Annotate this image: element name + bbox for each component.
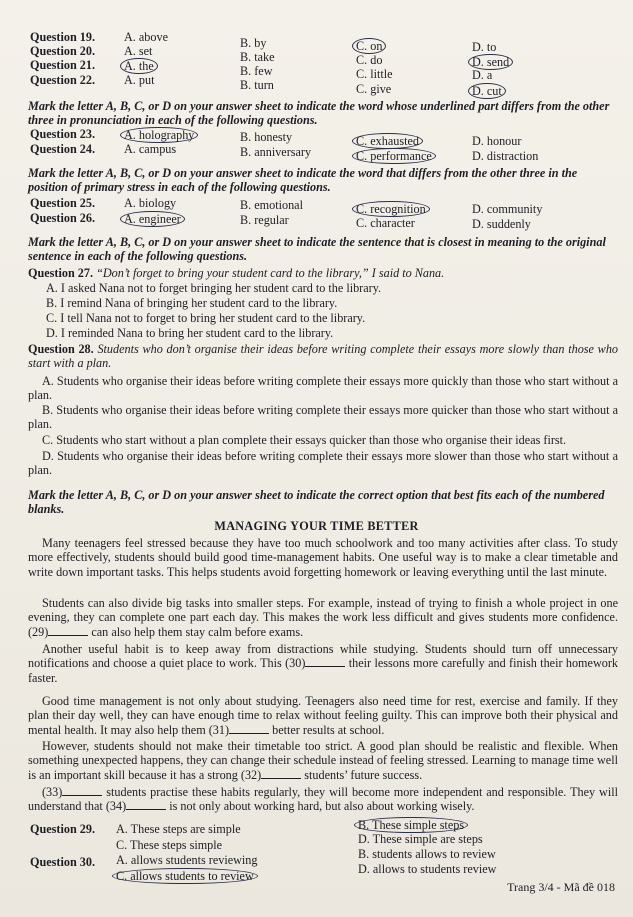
passage-paragraph-1: Many teenagers feel stressed because they have too much schoolwork and too many activities after class. To study more effectively, students should build good time-management habits. One useful way is to make a clear timetable and write down important tasks. This helps students avoid forgetting homework or leaving everything until the last minute. xyxy=(28,536,618,579)
passage-paragraph-3 xyxy=(28,642,618,685)
question-label: Question 27. xyxy=(28,266,94,280)
option-d: D. distraction xyxy=(472,149,539,163)
option-d-circled xyxy=(46,326,618,340)
passage-title: MANAGING YOUR TIME BETTER xyxy=(214,519,419,533)
option-c: C. These steps simple xyxy=(116,838,223,852)
option-d-circled: D. cut xyxy=(468,83,506,99)
option-d-text: D. I reminded Nana to bring her student card to the library. xyxy=(46,326,334,340)
blank-34 xyxy=(126,799,166,810)
question-stem: “Don’t forget to bring your student card to the library,” I said to Nana. xyxy=(96,266,445,280)
option-d-circled: D. send xyxy=(468,54,513,70)
blank-32 xyxy=(261,768,301,779)
question-label: Question 29. xyxy=(30,822,96,836)
option-d: D. a xyxy=(472,68,493,82)
option-a: A. above xyxy=(124,30,168,44)
option-b: B. turn xyxy=(240,78,274,92)
option-b: B. Students who organise their ideas before writing complete their essays more quicker than those who start without a plan. xyxy=(28,403,618,432)
question-label: Question 20. xyxy=(30,44,96,58)
option-b: B. emotional xyxy=(240,198,303,212)
section-instruction-meaning: Mark the letter A, B, C, or D on your answer sheet to indicate the sentence that is closest in meaning to the original sentence in each of the following questions. xyxy=(28,235,606,264)
option-a-circled: A. holography xyxy=(120,127,198,143)
question-label: Question 25. xyxy=(30,196,96,210)
option-c-circled: C. allows students to review xyxy=(112,868,258,884)
option-d: D. to xyxy=(472,40,497,54)
passage-paragraph-2 xyxy=(28,596,618,639)
text: Students can also divide big tasks into smaller steps. For example, instead of trying to finish a whole project in one evening, they can complete one part each day. This makes the work less difficult and gives students more confidence. xyxy=(28,596,618,625)
question-label: Question 22. xyxy=(30,73,96,87)
question-label: Question 28. xyxy=(28,342,94,356)
question-28 xyxy=(28,342,618,371)
text: students practise these habits regularly, they will become more independent and responsible. They will understand that xyxy=(28,785,618,814)
question-stem: Students who don’t organise their ideas before writing complete their essays more slowly than those who start with a plan. xyxy=(28,342,619,371)
passage-paragraph-6 xyxy=(28,785,618,814)
option-c: C. little xyxy=(356,67,393,81)
page-footer: Trang 3/4 - Mã đề 018 xyxy=(507,880,615,894)
text: Another useful habit is to keep away from distractions while studying. Students should turn off unnecessary notifications and choose a quiet place to work. This xyxy=(28,642,618,671)
option-c-circled: C. performance xyxy=(352,148,436,164)
text: Good time management is not only about studying. Teenagers also need time for rest, exercise and family. If they plan their day well, they can have enough time to relax without feeling guilty. This can improve both their physical and mental health. It may also help them xyxy=(28,694,618,737)
option-b: B. by xyxy=(240,36,267,50)
passage-paragraph-4 xyxy=(28,694,618,737)
option-a: A. set xyxy=(124,44,153,58)
section-instruction-cloze: Mark the letter A, B, C, or D on your answer sheet to indicate the correct option that best fits each of the numbered blanks. xyxy=(28,488,605,517)
option-a: A. campus xyxy=(124,142,177,156)
question-label: Question 21. xyxy=(30,58,96,72)
option-c: C. character xyxy=(356,216,415,230)
question-label: Question 23. xyxy=(30,127,96,141)
option-a-circled: A. engineer xyxy=(120,211,185,227)
option-d: D. allows to students review xyxy=(358,862,497,876)
option-c: C. give xyxy=(356,82,392,96)
section-instruction-stress: Mark the letter A, B, C, or D on your answer sheet to indicate the word that differs from the other three in the position of primary stress in each of the following questions. xyxy=(28,166,578,195)
blank-29 xyxy=(48,625,88,636)
option-a-circled: A. the xyxy=(120,58,158,74)
question-label: Question 30. xyxy=(30,855,96,869)
blank-31 xyxy=(229,723,269,734)
text: is not only about working hard, but also about working wisely. xyxy=(169,799,475,814)
option-d: D. Students who organise their ideas before writing complete their essays more slower than those who start without a plan. xyxy=(28,449,618,478)
option-d: D. These simple are steps xyxy=(358,832,483,846)
option-d: D. honour xyxy=(472,134,522,148)
question-label: Question 24. xyxy=(30,142,96,156)
option-b: B. students allows to review xyxy=(358,847,496,861)
option-c: C. do xyxy=(356,53,383,67)
text: can also help them stay calm before exams. xyxy=(91,624,304,639)
text: students’ future success. xyxy=(304,767,423,782)
option-a: A. allows students reviewing xyxy=(116,853,258,867)
option-b: B. honesty xyxy=(240,130,293,144)
option-a: A. biology xyxy=(124,196,177,210)
blank-number: (31) xyxy=(208,722,230,737)
option-b-circled: B. These simple steps xyxy=(354,817,468,833)
text: However, students should not make their timetable too strict. A good plan should be realistic and flexible. When something unexpected happens, they can change their schedule instead of feeling stressed. Learning to manage time well is an important skill because it has a strong xyxy=(28,739,618,782)
option-b: B. I remind Nana of bringing her student card to the library. xyxy=(46,296,338,310)
option-a: A. put xyxy=(124,73,155,87)
option-d: D. community xyxy=(472,202,543,216)
option-c: C. Students who start without a plan complete their essays quicker than those who organise their ideas first. xyxy=(42,433,567,447)
option-c-circled: C. on xyxy=(352,38,386,54)
blank-number: (32) xyxy=(240,767,262,782)
blank-30 xyxy=(305,656,345,667)
option-c-circled: C. exhausted xyxy=(352,133,423,149)
option-c: C. I tell Nana not to forget to bring her student card to the library. xyxy=(46,311,366,325)
option-b: B. take xyxy=(240,50,275,64)
option-b: B. regular xyxy=(240,213,289,227)
blank-number: (29) xyxy=(28,624,49,639)
question-label: Question 26. xyxy=(30,211,96,225)
text: better results at school. xyxy=(272,722,385,737)
option-d: D. suddenly xyxy=(472,217,531,231)
blank-number: (34) xyxy=(105,799,127,814)
option-b: B. anniversary xyxy=(240,145,312,159)
section-instruction-pronunciation: Mark the letter A, B, C, or D on your answer sheet to indicate the word whose underlined part differs from the other three in pronunciation in each of the following questions. xyxy=(28,99,610,128)
option-a-circled: A. Students who organise their ideas before writing complete their essays more quickly than those who start without a plan. xyxy=(28,374,618,403)
passage-paragraph-5 xyxy=(28,739,618,782)
option-b: B. few xyxy=(240,64,273,78)
blank-number: (33) xyxy=(42,785,63,799)
question-27 xyxy=(28,266,618,280)
option-a: A. These steps are simple xyxy=(116,822,241,836)
text: their lessons more carefully and finish their homework faster. xyxy=(28,656,618,685)
blank-number: (30) xyxy=(285,656,306,671)
option-a: A. I asked Nana not to forget bringing her student card to the library. xyxy=(46,281,382,295)
question-label: Question 19. xyxy=(30,30,96,44)
blank-33 xyxy=(62,785,102,796)
option-c-circled: C. recognition xyxy=(352,201,430,217)
